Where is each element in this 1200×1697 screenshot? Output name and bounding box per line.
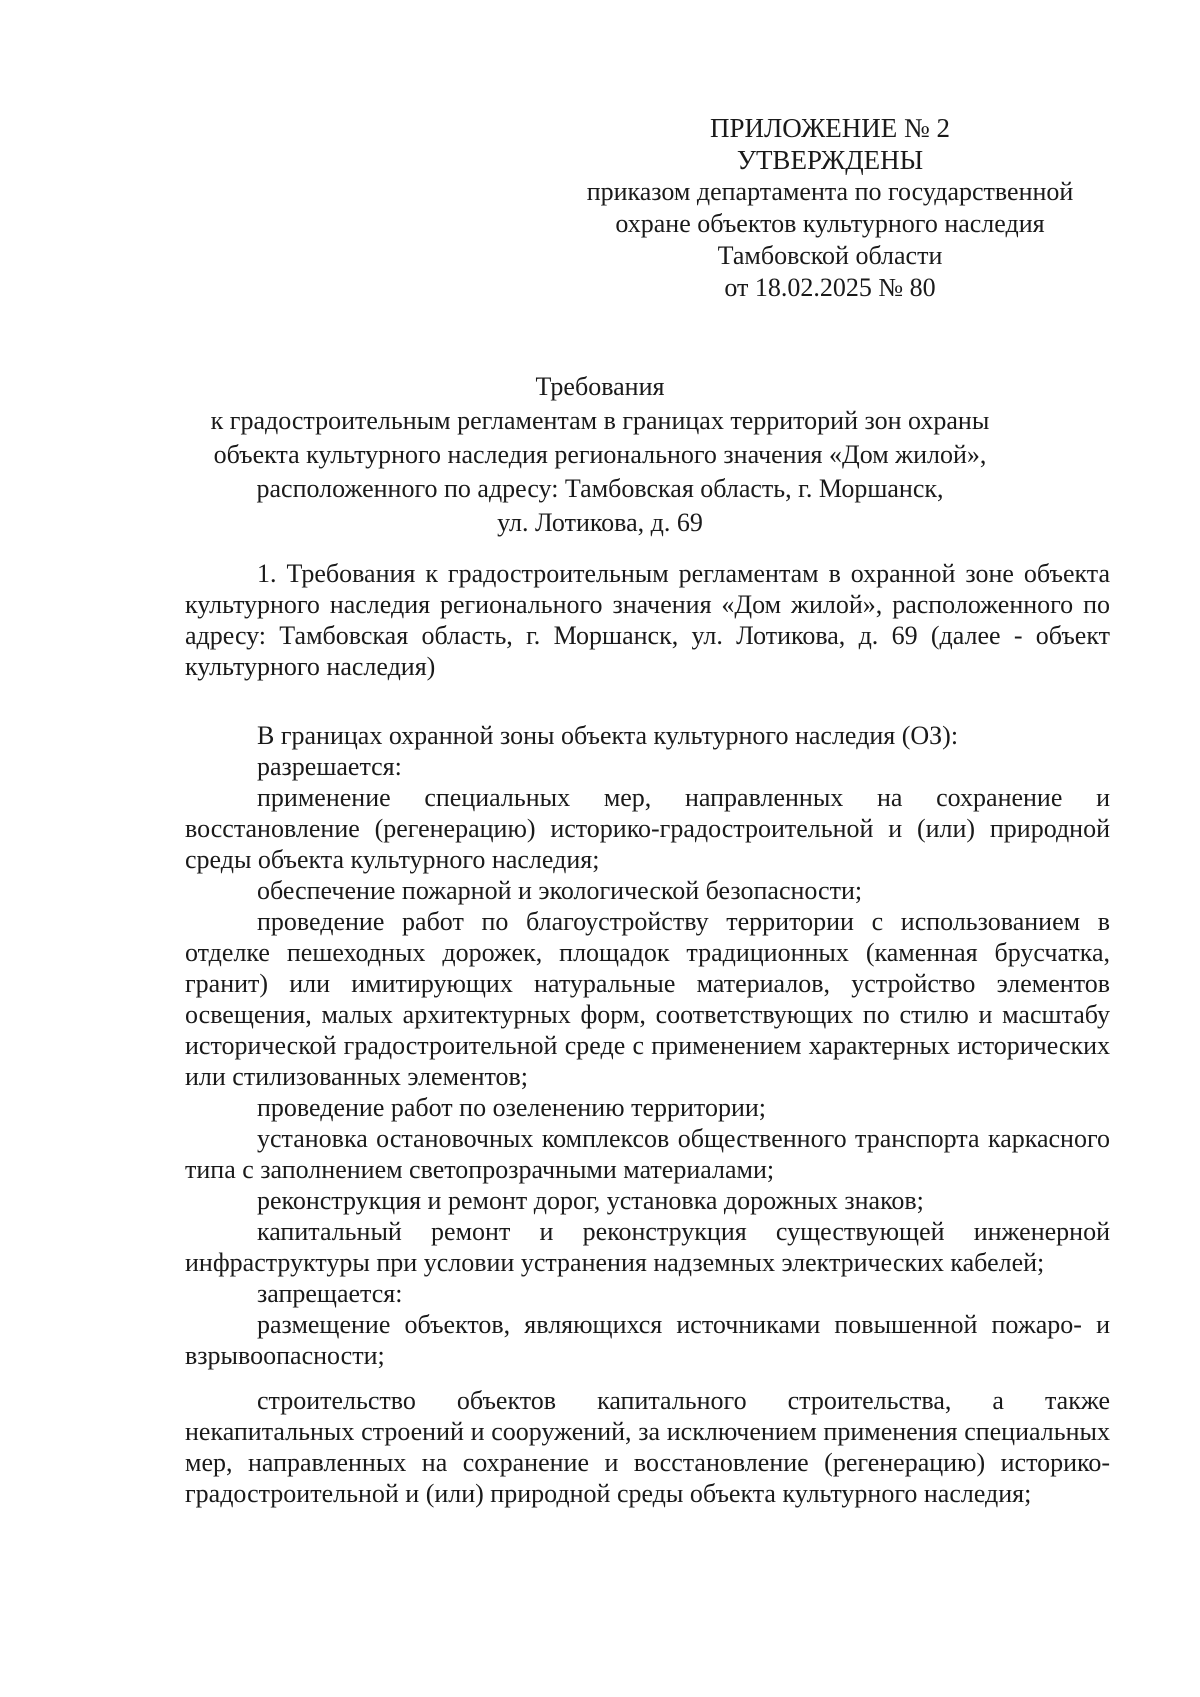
approved-heading: УТВЕРЖДЕНЫ <box>736 145 924 175</box>
prohibited-heading: запрещается: <box>257 1279 403 1308</box>
permitted-item-5: установка остановочных комплексов общественного транспорта каркасного типа с заполнением светопрозрачными материалами; <box>185 1124 1110 1184</box>
prohibited-item-2: строительство объектов капитального строительства, а также некапитальных строений и сооружений, за исключением применения специальных мер, направленных на сохранение и восстановление (регенерацию) историко-градостроительной и (или) природной среды объекта культурного наследия; <box>185 1386 1110 1508</box>
zone-intro-paragraph: В границах охранной зоны объекта культурного наследия (ОЗ): <box>257 721 959 750</box>
title-line-2: к градостроительным регламентам в границах территорий зон охраны <box>210 406 990 435</box>
permitted-item-7: капитальный ремонт и реконструкция существующей инженерной инфраструктуры при условии устранения надземных электрических кабелей; <box>185 1217 1110 1277</box>
section-1-paragraph: 1. Требования к градостроительным регламентам в охранной зоне объекта культурного наследия регионального значения «Дом жилой», расположенного по адресу: Тамбовская область, г. Моршанск, ул. Лотикова, д. 69 (далее - объект культурного наследия) <box>185 559 1110 681</box>
approval-date-line: от 18.02.2025 № 80 <box>724 273 936 302</box>
approval-region-line: Тамбовской области <box>717 241 943 270</box>
prohibited-item-1: размещение объектов, являющихся источниками повышенной пожаро- и взрывоопасности; <box>185 1310 1110 1370</box>
title-line-5: ул. Лотикова, д. 69 <box>497 508 703 537</box>
document-body <box>185 558 1110 1509</box>
permitted-heading: разрешается: <box>257 752 402 781</box>
document-title <box>200 370 1000 540</box>
permitted-item-6: реконструкция и ремонт дорог, установка дорожных знаков; <box>257 1186 924 1215</box>
approval-order-line: приказом департамента по государственной <box>586 177 1074 206</box>
title-line-1: Требования <box>535 372 665 401</box>
permitted-item-3: проведение работ по благоустройству территории с использованием в отделке пешеходных дорожек, площадок традиционных (каменная брусчатка, гранит) или имитирующих натуральные материалов, устройство элементов освещения, малых архитектурных форм, соответствующих по стилю и масштабу исторической градостроительной среде с применением характерных исторических или стилизованных элементов; <box>185 907 1110 1091</box>
permitted-item-2: обеспечение пожарной и экологической безопасности; <box>257 876 863 905</box>
title-line-3: объекта культурного наследия регионального значения «Дом жилой», <box>213 440 987 469</box>
approval-block <box>560 112 1100 304</box>
title-line-4: расположенного по адресу: Тамбовская область, г. Моршанск, <box>256 474 944 503</box>
permitted-item-1: применение специальных мер, направленных на сохранение и восстановление (регенерацию) историко-градостроительной и (или) природной среды объекта культурного наследия; <box>185 783 1110 874</box>
permitted-item-4: проведение работ по озеленению территории; <box>257 1093 766 1122</box>
appendix-number: ПРИЛОЖЕНИЕ № 2 <box>709 113 951 143</box>
approval-department-line: охране объектов культурного наследия <box>615 209 1045 238</box>
